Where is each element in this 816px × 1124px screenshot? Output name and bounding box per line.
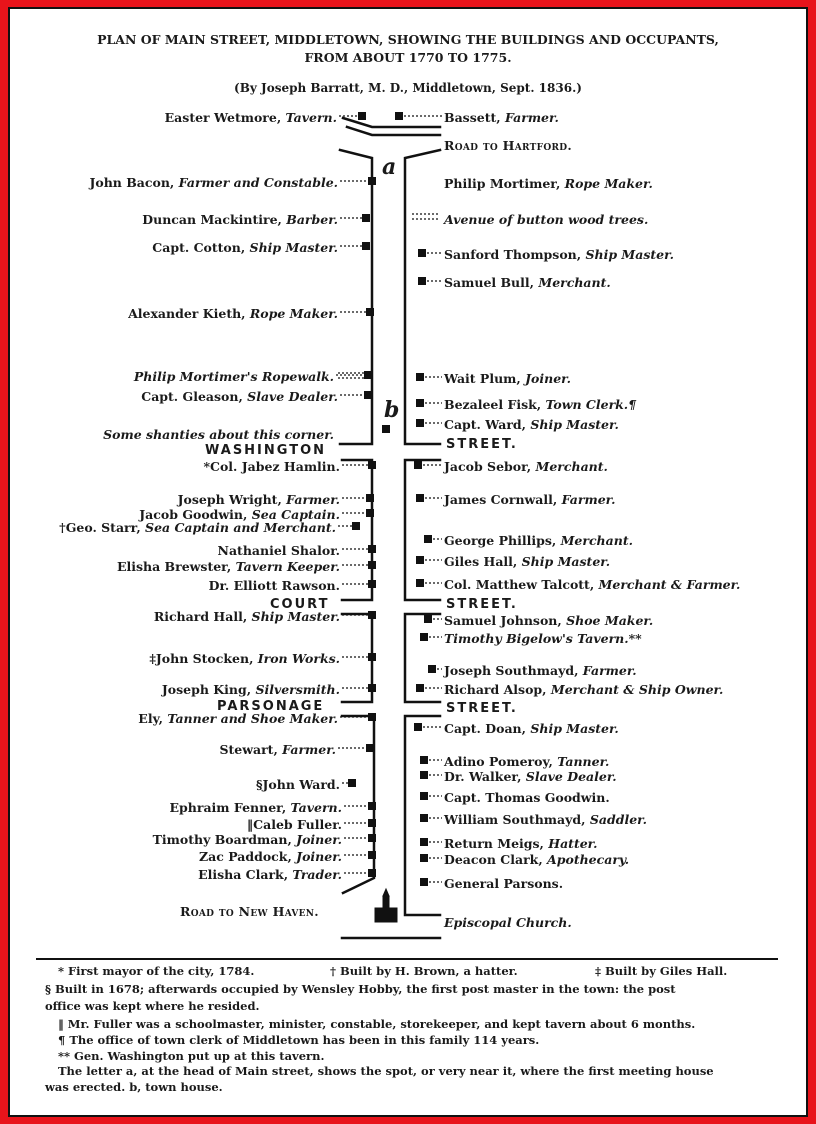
occupant-occupation: Hatter. xyxy=(543,836,598,851)
map-title: PLAN OF MAIN STREET, MIDDLETOWN, SHOWING THE BUILDINGS AND OCCUPANTS, xyxy=(97,32,719,47)
east-building-marker-3 xyxy=(418,249,426,257)
occupant-occupation: Merchant & Ship Owner. xyxy=(546,682,724,697)
west-occupant-11 xyxy=(59,522,336,535)
east-occupant-9 xyxy=(444,494,615,507)
occupant-occupation: Timothy Bigelow's Tavern.** xyxy=(444,631,642,646)
west-building-marker-24 xyxy=(368,851,376,859)
occupant-occupation: Merchant. xyxy=(556,533,633,548)
map-title-dates: FROM ABOUT 1770 TO 1775. xyxy=(304,50,512,65)
west-occupant-19 xyxy=(219,744,336,757)
occupant-name: Alexander Kieth, xyxy=(128,306,246,321)
occupant-name: Philip Mortimer, xyxy=(444,176,561,191)
occupant-occupation: Ship Master. xyxy=(517,554,611,569)
east-occupant-0 xyxy=(444,112,559,125)
occupant-name: Joseph Southmayd, xyxy=(444,663,579,678)
occupant-name: Capt. Cotton, xyxy=(152,240,246,255)
occupant-name: George Phillips, xyxy=(444,533,557,548)
occupant-occupation: Merchant. xyxy=(534,275,611,290)
building-markers xyxy=(336,112,442,886)
footnote-post-office: office was kept where he resided. xyxy=(45,999,260,1013)
east-building-marker-7 xyxy=(416,419,424,427)
east-building-marker-6 xyxy=(416,399,424,407)
parsonage-street-left: PARSONAGE xyxy=(217,699,325,714)
occupant-occupation: Farmer and Constable. xyxy=(174,175,338,190)
east-occupant-22 xyxy=(444,838,597,851)
byline: (By Joseph Barratt, M. D., Middletown, Sept. 1836.) xyxy=(234,81,582,95)
east-occupant-21 xyxy=(444,814,647,827)
west-building-marker-11 xyxy=(352,522,360,530)
east-building-marker-14 xyxy=(420,633,428,641)
footnote-mayor: * First mayor of the city, 1784. xyxy=(58,964,255,978)
occupant-occupation: Trader. xyxy=(288,867,342,882)
court-street-right: STREET. xyxy=(446,597,518,612)
occupant-occupation: Farmer. xyxy=(277,742,336,757)
east-occupant-2 xyxy=(444,214,648,227)
occupant-name: Giles Hall, xyxy=(444,554,518,569)
occupant-name: §John Ward. xyxy=(255,777,340,792)
east-building-marker-13 xyxy=(424,615,432,623)
washington-street-right: STREET. xyxy=(446,437,518,452)
occupant-occupation: Joiner. xyxy=(291,832,342,847)
occupant-occupation: Apothecary. xyxy=(542,852,630,867)
occupant-name: Bezaleel Fisk, xyxy=(444,397,542,412)
occupant-occupation: Iron Works. xyxy=(253,651,340,666)
west-occupant-12 xyxy=(218,545,340,558)
east-building-marker-22 xyxy=(420,838,428,846)
east-building-marker-10 xyxy=(424,535,432,543)
road-hartford-line-upper xyxy=(343,118,440,127)
east-occupant-17 xyxy=(444,723,619,736)
occupant-occupation: Farmer. xyxy=(557,492,616,507)
occupant-name: Deacon Clark, xyxy=(444,852,543,867)
occupant-name: Jacob Sebor, xyxy=(444,459,532,474)
west-occupant-16 xyxy=(149,653,340,666)
occupant-name: Bassett, xyxy=(444,110,501,125)
east-building-marker-24 xyxy=(420,878,428,886)
court-street-left: COURT xyxy=(270,597,330,612)
west-occupant-1 xyxy=(89,177,338,190)
occupant-name: *Col. Jabez Hamlin. xyxy=(203,459,340,474)
occupant-name: Ely, xyxy=(138,711,163,726)
footnote-town-clerk: ¶ The office of town clerk of Middletown has been in this family 114 years. xyxy=(58,1033,540,1047)
east-building-marker-12 xyxy=(416,579,424,587)
east-building-marker-4 xyxy=(418,277,426,285)
footnote-town-house: was erected. b, town house. xyxy=(45,1080,223,1094)
occupant-occupation: Farmer. xyxy=(578,663,637,678)
east-building-marker-8 xyxy=(414,461,422,469)
occupant-name: Sanford Thompson, xyxy=(444,247,582,262)
occupant-occupation: Ship Master. xyxy=(247,609,340,624)
west-building-marker-19 xyxy=(366,744,374,752)
east-building-marker-20 xyxy=(420,792,428,800)
footnote-fuller: ‖ Mr. Fuller was a schoolmaster, minister, constable, storekeeper, and kept tavern about 6 months. xyxy=(58,1017,696,1031)
west-building-marker-9 xyxy=(366,494,374,502)
occupant-name: James Cornwall, xyxy=(444,492,558,507)
occupant-occupation: Saddler. xyxy=(585,812,647,827)
west-building-marker-18 xyxy=(368,713,376,721)
occupant-occupation: Some shanties about this corner. xyxy=(103,427,334,442)
west-building-marker-4 xyxy=(366,308,374,316)
west-occupant-13 xyxy=(117,561,340,574)
east-occupant-11 xyxy=(444,556,610,569)
occupant-occupation: Avenue of button wood trees. xyxy=(444,212,649,227)
east-building-marker-18 xyxy=(420,756,428,764)
occupant-occupation: Tavern. xyxy=(286,800,342,815)
footnote-washington: ** Gen. Washington put up at this tavern. xyxy=(58,1049,325,1063)
occupant-occupation: Joiner. xyxy=(291,849,342,864)
east-occupant-24 xyxy=(444,878,563,891)
occupant-name: ‖Caleb Fuller. xyxy=(246,817,342,832)
footnote-giles-hall: ‡ Built by Giles Hall. xyxy=(595,964,728,978)
east-occupant-15 xyxy=(444,665,637,678)
footnote-brown: † Built by H. Brown, a hatter. xyxy=(330,964,518,978)
occupant-name: Ephraim Fenner, xyxy=(169,800,287,815)
occupant-occupation: Town Clerk.¶ xyxy=(541,397,637,412)
west-occupant-7 xyxy=(103,429,334,442)
occupant-occupation: Tavern. xyxy=(281,110,337,125)
east-occupant-3 xyxy=(444,249,674,262)
occupant-name: William Southmayd, xyxy=(444,812,586,827)
west-building-marker-8 xyxy=(368,461,376,469)
occupant-occupation: Rope Maker. xyxy=(560,176,653,191)
parsonage-street-right: STREET. xyxy=(446,701,518,716)
occupant-name: Easter Wetmore, xyxy=(164,110,282,125)
east-occupant-5 xyxy=(444,373,571,386)
occupant-name: Richard Hall, xyxy=(153,609,248,624)
west-occupant-14 xyxy=(209,580,340,593)
occupant-name: Joseph King, xyxy=(161,682,252,697)
east-building-marker-9 xyxy=(416,494,424,502)
occupant-name: Wait Plum, xyxy=(444,371,521,386)
west-building-marker-15 xyxy=(368,611,376,619)
footnote-letter-a: The letter a, at the head of Main street, shows the spot, or very near it, where the first meeting house xyxy=(58,1064,714,1078)
east-occupant-18 xyxy=(444,756,609,769)
west-occupant-18 xyxy=(138,713,338,726)
occupant-name: Nathaniel Shalor. xyxy=(217,543,340,558)
east-building-marker-17 xyxy=(414,723,422,731)
occupant-occupation: Philip Mortimer's Ropewalk. xyxy=(133,369,334,384)
west-building-marker-22 xyxy=(368,819,376,827)
occupant-name: Dr. Walker, xyxy=(444,769,522,784)
west-occupant-0 xyxy=(165,112,337,125)
road-to-hartford: Road to Hartford. xyxy=(444,138,573,153)
east-building-marker-15 xyxy=(428,665,436,673)
occupant-occupation: Ship Master. xyxy=(525,721,619,736)
west-building-marker-20 xyxy=(348,779,356,787)
main-street-west-court xyxy=(342,614,372,702)
west-building-marker-5 xyxy=(364,371,372,379)
occupant-occupation: Merchant. xyxy=(531,459,608,474)
west-building-marker-10 xyxy=(366,509,374,517)
washington-street-left: WASHINGTON xyxy=(205,443,327,458)
occupant-occupation: Ship Master. xyxy=(581,247,674,262)
occupant-name: Capt. Gleason, xyxy=(141,389,243,404)
occupant-name: †Geo. Starr, xyxy=(59,520,141,535)
west-building-marker-17 xyxy=(368,684,376,692)
west-building-marker-21 xyxy=(368,802,376,810)
occupant-occupation: Rope Maker. xyxy=(245,306,338,321)
occupant-occupation: Farmer. xyxy=(500,110,559,125)
west-building-marker-16 xyxy=(368,653,376,661)
east-occupant-16 xyxy=(444,684,723,697)
occupant-occupation: Slave Dealer. xyxy=(242,389,338,404)
occupant-occupation: Silversmith. xyxy=(251,682,340,697)
west-occupant-24 xyxy=(199,851,342,864)
occupant-name: Capt. Ward, xyxy=(444,417,526,432)
west-building-marker-2 xyxy=(362,214,370,222)
west-occupant-6 xyxy=(141,391,338,404)
east-occupant-7 xyxy=(444,419,619,432)
occupant-occupation: Tanner. xyxy=(552,754,610,769)
east-occupant-19 xyxy=(444,771,617,784)
west-occupant-8 xyxy=(203,461,340,474)
occupant-occupation: Tanner and Shoe Maker. xyxy=(163,711,338,726)
west-occupant-4 xyxy=(128,308,338,321)
west-building-marker-23 xyxy=(368,834,376,842)
east-occupant-6 xyxy=(444,399,636,412)
occupant-occupation: Ship Master. xyxy=(526,417,619,432)
occupant-name: Jacob Goodwin, xyxy=(139,507,248,522)
east-occupant-20 xyxy=(444,792,610,805)
east-occupant-12 xyxy=(444,579,740,592)
occupant-occupation: Ship Master. xyxy=(245,240,338,255)
occupant-occupation: Episcopal Church. xyxy=(444,915,572,930)
road-to-new-haven: Road to New Haven. xyxy=(180,904,319,919)
occupant-name: Col. Matthew Talcott, xyxy=(444,577,595,592)
east-occupant-25 xyxy=(444,917,572,930)
occupant-name: Dr. Elliott Rawson. xyxy=(208,578,340,593)
east-occupant-8 xyxy=(444,461,608,474)
west-occupant-2 xyxy=(142,214,338,227)
occupant-name: Stewart, xyxy=(219,742,278,757)
west-building-marker-14 xyxy=(368,580,376,588)
east-occupant-23 xyxy=(444,854,629,867)
west-occupant-9 xyxy=(178,494,340,507)
east-building-marker-5 xyxy=(416,373,424,381)
west-building-marker-25 xyxy=(368,869,376,877)
occupant-name: General Parsons. xyxy=(444,876,564,891)
episcopal-church-icon xyxy=(375,889,397,922)
west-occupant-5 xyxy=(134,371,334,384)
east-building-marker-11 xyxy=(416,556,424,564)
west-building-marker-13 xyxy=(368,561,376,569)
west-occupant-21 xyxy=(170,802,342,815)
east-building-marker-23 xyxy=(420,854,428,862)
occupant-occupation: Sea Captain and Merchant. xyxy=(140,520,336,535)
letter-b: b xyxy=(384,397,400,423)
east-occupant-14 xyxy=(444,633,642,646)
east-occupant-4 xyxy=(444,277,611,290)
occupant-name: Return Meigs, xyxy=(444,836,544,851)
west-building-marker-6 xyxy=(364,391,372,399)
west-occupant-25 xyxy=(198,869,342,882)
letter-a: a xyxy=(382,154,397,180)
occupant-name: John Bacon, xyxy=(89,175,175,190)
occupant-occupation: Tavern Keeper. xyxy=(231,559,340,574)
occupant-occupation: Slave Dealer. xyxy=(521,769,617,784)
west-building-marker-12 xyxy=(368,545,376,553)
west-building-marker-0 xyxy=(358,112,366,120)
east-occupant-10 xyxy=(444,535,633,548)
occupant-name: Samuel Johnson, xyxy=(444,613,562,628)
east-occupant-13 xyxy=(444,615,653,628)
occupant-occupation: Barber. xyxy=(281,212,338,227)
west-occupant-15 xyxy=(154,611,340,624)
west-occupant-3 xyxy=(152,242,338,255)
main-street-west-upper xyxy=(340,150,372,444)
occupant-name: Capt. Thomas Goodwin. xyxy=(444,790,610,805)
occupant-occupation: Shoe Maker. xyxy=(561,613,654,628)
west-occupant-23 xyxy=(153,834,342,847)
occupant-name: Adino Pomeroy, xyxy=(444,754,553,769)
west-building-marker-1 xyxy=(368,177,376,185)
occupant-name: Elisha Brewster, xyxy=(116,559,232,574)
west-occupant-22 xyxy=(247,819,342,832)
town-house-marker xyxy=(382,425,390,433)
occupant-name: Zac Paddock, xyxy=(199,849,292,864)
occupant-name: ‡John Stocken, xyxy=(149,651,254,666)
occupant-name: Joseph Wright, xyxy=(177,492,282,507)
occupant-name: Richard Alsop, xyxy=(444,682,547,697)
west-occupant-20 xyxy=(256,779,340,792)
east-occupant-1 xyxy=(444,178,653,191)
occupant-occupation: Merchant & Farmer. xyxy=(594,577,741,592)
west-occupant-17 xyxy=(162,684,340,697)
footnote-1678: § Built in 1678; afterwards occupied by Wensley Hobby, the first post master in the town: the post xyxy=(45,982,676,996)
occupant-name: Capt. Doan, xyxy=(444,721,526,736)
occupant-occupation: Farmer. xyxy=(281,492,340,507)
occupant-name: Samuel Bull, xyxy=(444,275,534,290)
occupant-name: Elisha Clark, xyxy=(198,867,289,882)
occupant-name: Duncan Mackintire, xyxy=(142,212,282,227)
east-building-marker-19 xyxy=(420,771,428,779)
west-building-marker-3 xyxy=(362,242,370,250)
footnote-rule xyxy=(36,958,778,960)
east-building-marker-0 xyxy=(395,112,403,120)
occupant-name: Timothy Boardman, xyxy=(152,832,292,847)
east-building-marker-16 xyxy=(416,684,424,692)
occupant-occupation: Sea Captain. xyxy=(247,507,340,522)
occupant-occupation: Joiner. xyxy=(520,371,571,386)
east-building-marker-21 xyxy=(420,814,428,822)
